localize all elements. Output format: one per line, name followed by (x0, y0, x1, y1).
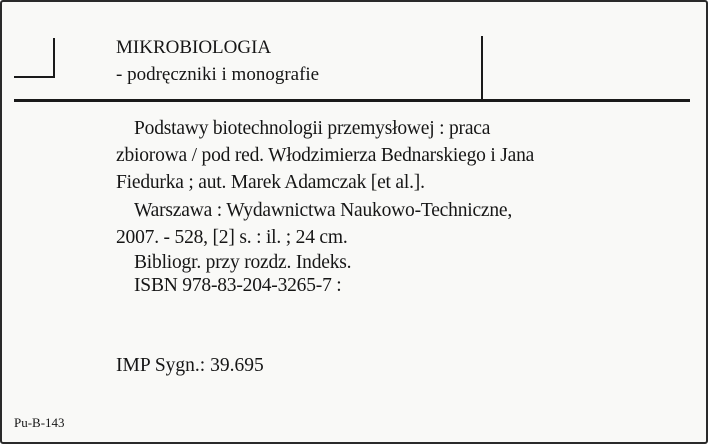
subject-subheading: - podręczniki i monografie (116, 64, 320, 85)
publication-line: Warszawa : Wydawnictwa Naukowo-Techniczne, (134, 200, 513, 221)
subject-heading: MIKROBIOLOGIA (116, 37, 272, 58)
header-divider (481, 36, 483, 100)
shelf-signature: IMP Sygn.: 39.695 (116, 355, 264, 376)
title-line-3: Fiedurka ; aut. Marek Adamczak [et al.]. (116, 172, 425, 193)
isbn-line: ISBN 978-83-204-3265-7 : (134, 275, 342, 296)
title-line-2: zbiorowa / pod red. Włodzimierza Bednarskiego i Jana (116, 145, 535, 166)
corner-mark-vertical (53, 38, 55, 78)
physical-description-line: 2007. - 528, [2] s. : il. ; 24 cm. (116, 227, 348, 248)
notes-line: Bibliogr. przy rozdz. Indeks. (134, 252, 352, 273)
title-line-1: Podstawy biotechnologii przemysłowej : praca (134, 118, 491, 139)
catalog-code: Pu-B-143 (14, 415, 65, 430)
corner-mark-horizontal (14, 76, 55, 78)
heading-rule (14, 99, 690, 102)
